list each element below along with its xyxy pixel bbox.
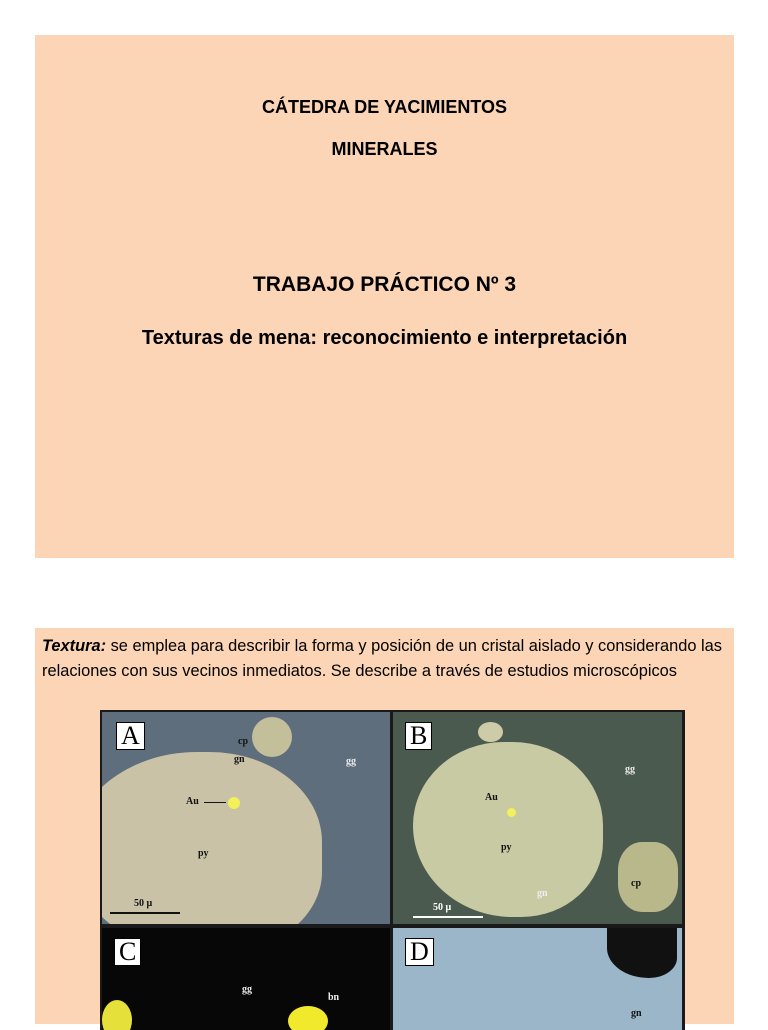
micrograph-panel-c [102, 928, 390, 1030]
pyrite-grain [413, 742, 603, 917]
title-slide [35, 35, 734, 558]
scale-label: 50 μ [134, 898, 153, 909]
mineral-label: py [198, 848, 209, 859]
micrograph-panel-a [102, 712, 390, 924]
course-title-line2: MINERALES [331, 139, 438, 159]
definition-term: Textura: [42, 637, 107, 655]
mineral-label: bn [328, 992, 340, 1003]
panel-d-label: D [405, 938, 434, 966]
definition-slide [35, 628, 734, 1024]
definition-paragraph [42, 634, 722, 684]
leader-line [204, 802, 226, 803]
gold-grain [507, 808, 516, 817]
micrograph-panel-d [393, 928, 682, 1030]
scale-bar [413, 916, 483, 918]
mineral-label: gn [234, 754, 245, 765]
scale-bar [110, 912, 180, 914]
gold-grain [228, 797, 240, 809]
dark-grain [607, 928, 677, 978]
mineral-label: Au [186, 796, 199, 807]
definition-text: se emplea para describir la forma y posición de un cristal aislado y considerando las relaciones con sus vecinos inmediatos. Se describe a través de estudios microscópicos [42, 637, 722, 680]
mineral-label: py [501, 842, 512, 853]
mineral-label: gn [537, 888, 548, 899]
chalcopyrite-grain [618, 842, 678, 912]
scale-label: 50 μ [433, 902, 452, 913]
course-title-line1: CÁTEDRA DE YACIMIENTOS [261, 97, 508, 117]
panel-c-label: C [114, 938, 141, 966]
mineral-label: cp [238, 736, 248, 747]
mineral-label: gn [631, 1008, 642, 1019]
panel-a-label: A [116, 722, 145, 750]
mineral-label: gg [625, 764, 635, 775]
chalcopyrite-grain [252, 717, 292, 757]
mineral-label: Au [485, 792, 498, 803]
bornite-grain [102, 1000, 132, 1030]
bornite-grain [288, 1006, 328, 1030]
mineral-label: gg [242, 984, 252, 995]
practical-work-title: TRABAJO PRÁCTICO Nº 3 [252, 273, 517, 296]
mineral-label: cp [631, 878, 641, 889]
panel-b-label: B [405, 722, 432, 750]
micrograph-panel-b [393, 712, 682, 924]
micrograph-figure [100, 710, 685, 1030]
pyrite-grain [478, 722, 503, 742]
mineral-label: gg [346, 756, 356, 767]
practical-work-subtitle: Texturas de mena: reconocimiento e interpretación [141, 327, 628, 349]
